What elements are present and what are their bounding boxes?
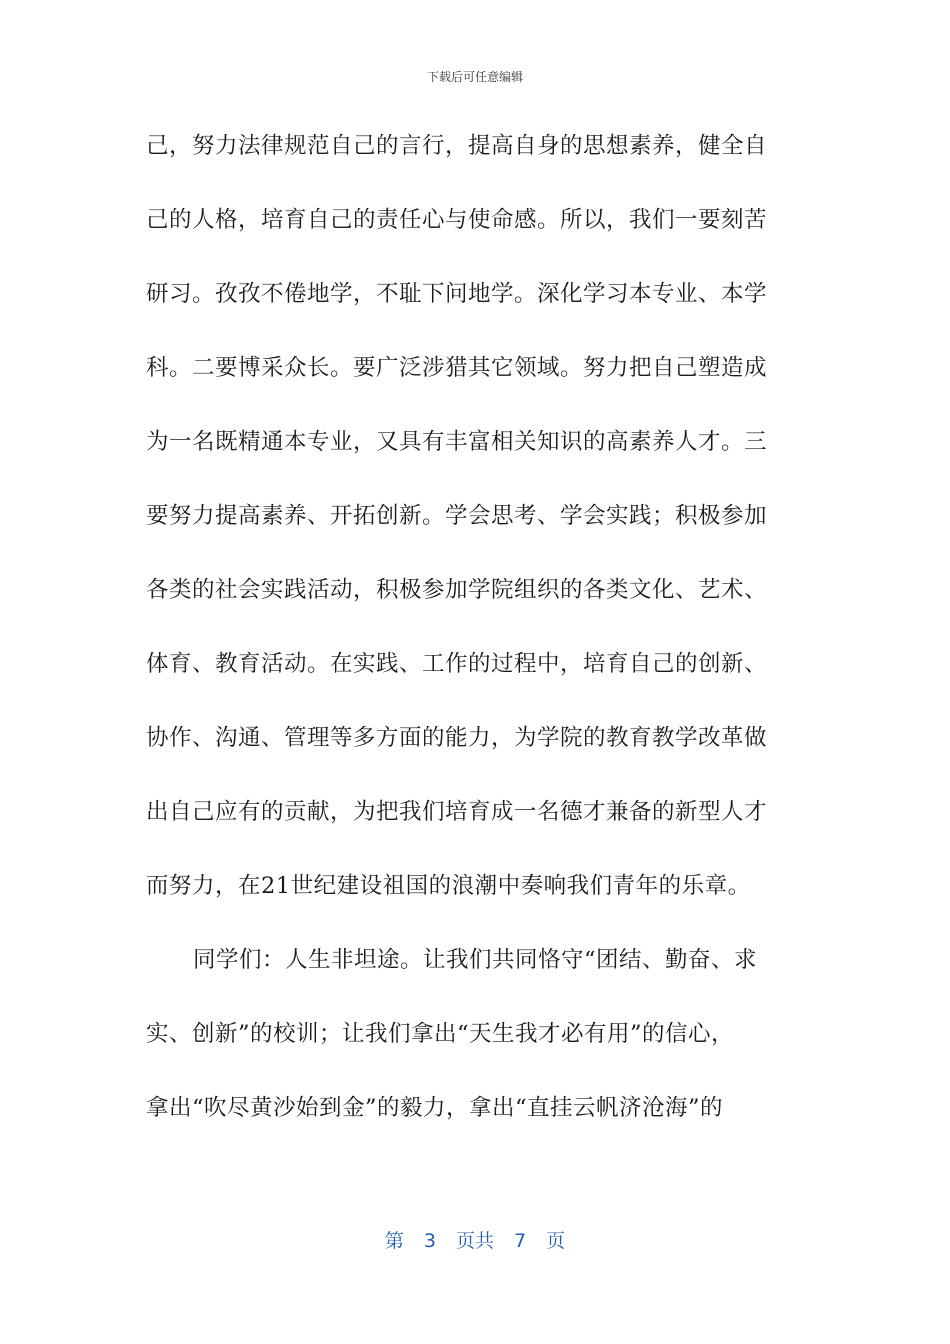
page-total: 7	[514, 1230, 527, 1252]
text-line: 科。二要博采众长。要广泛涉猎其它领域。努力把自己塑造成	[146, 355, 768, 381]
text-line: 各类的社会实践活动，积极参加学院组织的各类文化、艺术、	[146, 577, 768, 603]
document-body	[146, 126, 806, 1162]
text-line: 协作、沟通、管理等多方面的能力，为学院的教育教学改革做	[146, 725, 768, 751]
text-line: 体育、教育活动。在实践、工作的过程中，培育自己的创新、	[146, 651, 768, 677]
page-prefix: 第	[384, 1230, 404, 1252]
text-line: 己的人格，培育自己的责任心与使命感。所以，我们一要刻苦	[146, 207, 768, 233]
text-line: 实、创新”的校训；让我们拿出“天生我才必有用”的信心，	[146, 1021, 735, 1047]
page-mid: 页共	[455, 1230, 494, 1252]
text-line: 而努力，在21世纪建设祖国的浪潮中奏响我们青年的乐章。	[146, 873, 751, 899]
page-current: 3	[423, 1230, 436, 1252]
paragraph-start-line: 同学们：人生非坦途。让我们共同恪守“团结、勤奋、求	[193, 947, 758, 973]
page-suffix: 页	[546, 1230, 566, 1252]
text-line: 要努力提高素养、开拓创新。学会思考、学会实践；积极参加	[146, 503, 768, 529]
text-line: 拿出“吹尽黄沙始到金”的毅力，拿出“直挂云帆济沧海”的	[146, 1095, 724, 1121]
text-line: 为一名既精通本专业，又具有丰富相关知识的高素养人才。三	[146, 429, 768, 455]
page-number-footer	[0, 1226, 950, 1253]
text-line: 出自己应有的贡献，为把我们培育成一名德才兼备的新型人才	[146, 799, 768, 825]
header-note: 下载后可任意编辑	[426, 70, 523, 84]
text-line: 研习。孜孜不倦地学，不耻下问地学。深化学习本专业、本学	[146, 281, 768, 307]
text-line: 己，努力法律规范自己的言行，提高自身的思想素养，健全自	[146, 133, 768, 159]
